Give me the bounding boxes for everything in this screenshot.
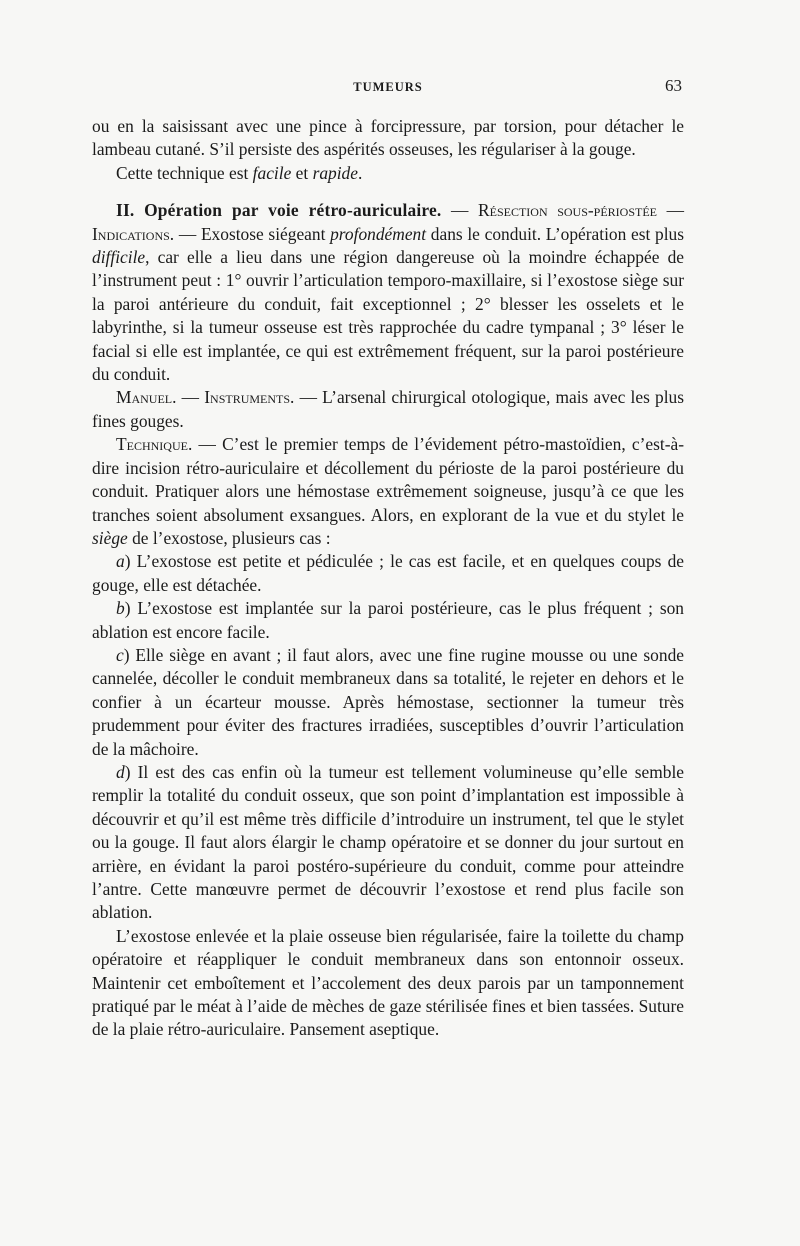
subheading-instruments: Instruments. [204, 387, 295, 408]
subheading-manuel: Manuel. [116, 387, 177, 408]
case-letter: a [116, 551, 125, 572]
page-header [92, 76, 684, 100]
section-title: Opération par voie rétro-auriculaire. [144, 200, 442, 221]
paragraph-final: L’exostose enlevée et la plaie osseuse bien régularisée, faire la toilette du champ opératoire et réappliquer le conduit membraneux dans son entonnoir osseux. Maintenir cet emboîtement et l’accolement des deux parois par un tamponnement pratiqué par le méat à l’aide de mèches de gaze stérilisée fines et bien tassées. Suture de la plaie rétro-auriculaire. Pansement aseptique. [92, 925, 684, 1040]
section-number: II. [116, 200, 135, 221]
paragraph-technique: Technique. — C’est le premier temps de l’évidement pétro-mastoïdien, c’est-à-dire incision rétro-auriculaire et décollement du périoste de la paroi postérieure du conduit. Pratiquer alors une hémostase extrêmement soigneuse, jusqu’à ce que les tranches soient absolument exsangues. Alors, en explorant de la vue et du stylet le siège de l’exostose, plusieurs cas : [92, 434, 684, 548]
section-heading-paragraph: II. Opération par voie rétro-auriculaire. — Résection sous-périostée — Indications. — Exostose siégeant profondément dans le conduit. L’opération est plus difficile, car elle a lieu dans une région dangereuse où la moindre échappée de l’instrument peut : 1° ouvrir l’articulation temporo-maxillaire, si l’exostose siège sur la paroi antérieure du conduit, fait exceptionnel ; 2° blesser les osselets et le labyrinthe, si la tumeur osseuse est très rapprochée du cadre tympanal ; 3° léser le facial si elle est implantée, ce qui est extrêmement fréquent, sur la paroi postérieure du conduit. [92, 200, 685, 385]
subheading-indications: Indications. [92, 223, 175, 244]
subheading-technique: Technique. [116, 434, 193, 455]
running-head: TUMEURS [353, 80, 423, 94]
case-b: b) L’exostose est implantée sur la paroi postérieure, cas le plus fréquent ; son ablation est encore facile. [92, 598, 684, 642]
case-letter: d [116, 761, 125, 782]
case-a: a) L’exostose est petite et pédiculée ; le cas est facile, et en quelques coups de gouge, elle est détachée. [92, 551, 684, 595]
case-letter: c [116, 644, 124, 665]
paragraph-continuation: ou en la saisissant avec une pince à forcipressure, par torsion, pour détacher le lambeau cutané. S’il persiste des aspérités osseuses, les régulariser à la gouge. [92, 116, 684, 160]
case-d: d) Il est des cas enfin où la tumeur est tellement volumineuse qu’elle semble remplir la totalité du conduit osseux, que son point d’implantation est impossible à découvrir et qu’il est même très difficile d’introduire un instrument, tel que le stylet ou la gouge. Il faut alors élargir le champ opératoire et se donner du jour surtout en arrière, en évidant la paroi postéro-supérieure du conduit, comme pour atteindre l’antre. Cette manœuvre permet de découvrir l’exostose et rend plus facile son ablation. [92, 761, 684, 923]
emphasis-siege: siège [92, 527, 128, 548]
paragraph-manuel: Manuel. — Instruments. — L’arsenal chirurgical otologique, mais avec les plus fines gouges. [92, 387, 684, 431]
emphasis-rapide: rapide [312, 162, 358, 183]
body-text [92, 115, 684, 1042]
subheading-resection: Résection sous-périostée [478, 200, 658, 221]
emphasis-facile: facile [252, 162, 292, 183]
case-letter: b [116, 598, 125, 619]
emphasis-difficile: difficile [92, 247, 146, 268]
emphasis-profondement: profondément [330, 223, 427, 244]
page-number: 63 [665, 76, 682, 95]
paragraph-technique-summary: Cette technique est facile et rapide. [116, 162, 363, 183]
case-c: c) Elle siège en avant ; il faut alors, avec une fine rugine mousse ou une sonde cannelée, décoller le conduit membraneux dans sa totalité, le rejeter en dehors et le confier à un écarteur mousse. Après hémostase, sectionner la tumeur très prudemment pour éviter des fractures irradiées, susceptibles d’ouvrir l’articulation de la mâchoire. [92, 644, 684, 759]
